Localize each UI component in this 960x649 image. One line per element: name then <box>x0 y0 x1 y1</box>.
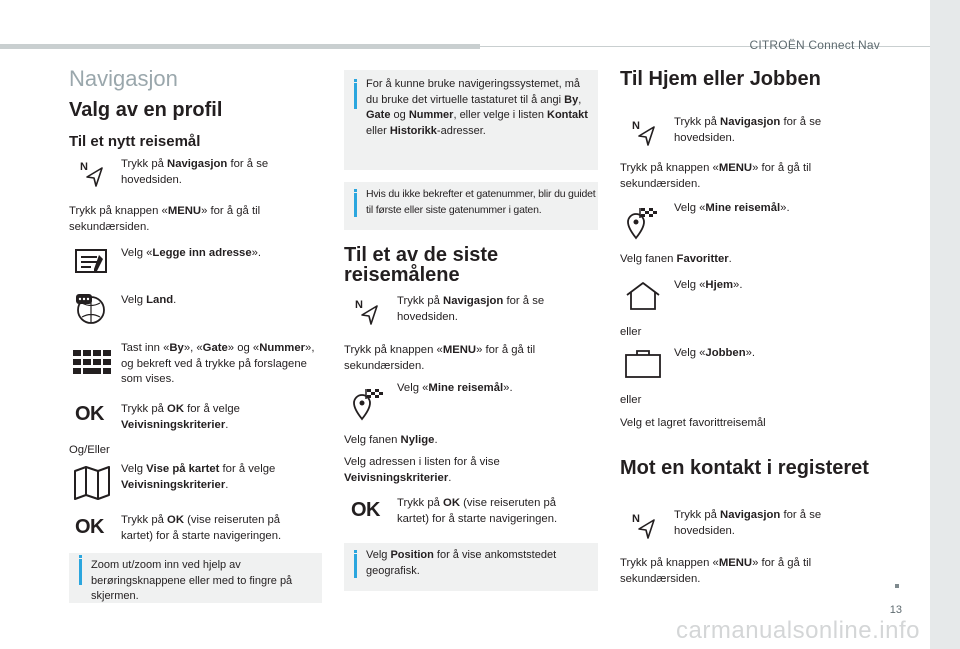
section-heading-home-work: Til Hjem eller Jobben <box>620 68 821 90</box>
svg-text:N: N <box>80 161 88 173</box>
step-text: Trykk på Navigasjon for å se hovedsiden. <box>674 116 822 144</box>
my-destinations-flag-icon <box>626 206 660 240</box>
navigation-icon <box>632 512 658 540</box>
navigation-icon <box>355 298 381 326</box>
step-text: Trykk på OK (vise reiseruten på kartet) for å starte navigeringen. <box>397 497 558 525</box>
step-text: Trykk på Navigasjon for å se hovedsiden. <box>674 509 822 537</box>
section-heading-profile: Valg av en profil <box>69 99 223 121</box>
step-text: Trykk på OK (vise reiseruten på kartet) for å starte navigeringen. <box>121 514 282 542</box>
note-text: Velg Position for å vise ankomststedet geografisk. <box>366 549 557 577</box>
note-text: For å kunne bruke navigeringssystemet, må du bruke det virtuelle tastaturet til å angi By, Gate og Nummer, eller velge i listen Kontakt eller Historikk-adresser. <box>366 78 588 137</box>
watermark: carmanualsonline.info <box>676 617 920 644</box>
step-text: Velg fanen Nylige. <box>344 434 438 446</box>
page-title: Navigasjon <box>69 66 178 91</box>
section-heading-contact: Mot en kontakt i registeret <box>620 457 869 479</box>
info-note <box>344 543 598 591</box>
page-dot <box>895 584 899 588</box>
subheading-new-destination: Til et nytt reisemål <box>69 133 201 150</box>
page-number: 13 <box>889 604 902 616</box>
work-briefcase-icon <box>624 349 662 379</box>
step-text: Trykk på knappen «MENU» for å gå til sekundærsiden. <box>620 162 812 190</box>
step-text: Trykk på knappen «MENU» for å gå til sekundærsiden. <box>620 557 812 585</box>
ok-button-icon: OK <box>75 403 104 425</box>
home-icon <box>624 281 662 311</box>
step-text: Trykk på knappen «MENU» for å gå til sekundærsiden. <box>344 344 536 372</box>
step-text: Trykk på knappen «MENU» for å gå til sekundærsiden. <box>69 205 261 233</box>
step-text: Velg «Mine reisemål». <box>397 382 513 394</box>
step-text: Trykk på Navigasjon for å se hovedsiden. <box>121 158 269 186</box>
step-text: Velg et lagret favorittreisemål <box>620 417 766 429</box>
svg-text:N: N <box>355 299 363 311</box>
ok-button-icon: OK <box>351 499 380 521</box>
step-text: Velg «Jobben». <box>674 347 756 359</box>
step-text: Velg «Legge inn adresse». <box>121 247 262 259</box>
my-destinations-flag-icon <box>352 387 386 421</box>
step-text: Velg «Hjem». <box>674 279 743 291</box>
step-text: Velg adressen i listen for å vise Veivisningskriterier. <box>344 456 500 484</box>
svg-text:N: N <box>632 120 640 132</box>
country-globe-icon <box>74 292 108 326</box>
info-note <box>344 182 598 230</box>
info-note <box>69 553 322 603</box>
or-text: Og/Eller <box>69 444 110 456</box>
header-brand: CITROËN Connect Nav <box>749 38 880 52</box>
or-text: eller <box>620 326 642 338</box>
navigation-icon <box>632 119 658 147</box>
ok-button-icon: OK <box>75 516 104 538</box>
header-rule <box>0 44 480 49</box>
step-text: Velg «Mine reisemål». <box>674 202 790 214</box>
info-note <box>344 70 598 170</box>
note-text: Hvis du ikke bekrefter et gatenummer, blir du guidet til første eller siste gatenummer i gaten. <box>366 188 596 216</box>
navigation-icon <box>80 160 106 188</box>
page-edge-strip <box>930 0 960 649</box>
section-heading-recent: Til et av de siste reisemålene <box>344 244 499 286</box>
keyboard-icon <box>73 350 111 374</box>
step-text: Trykk på Navigasjon for å se hovedsiden. <box>397 295 545 323</box>
step-text: Velg Land. <box>121 294 177 306</box>
svg-text:N: N <box>632 513 640 525</box>
map-icon <box>73 466 111 500</box>
step-text: Tast inn «By», «Gate» og «Nummer», og bekreft ved å trykke på forslagene som vises. <box>121 342 315 385</box>
step-text: Velg Vise på kartet for å velge Veivisningskriterier. <box>121 463 276 491</box>
note-text: Zoom ut/zoom inn ved hjelp av berøringsknappene eller med to fingre på skjermen. <box>91 559 293 602</box>
enter-address-icon <box>73 247 109 277</box>
or-text: eller <box>620 394 642 406</box>
step-text: Velg fanen Favoritter. <box>620 253 732 265</box>
step-text: Trykk på OK for å velge Veivisningskriterier. <box>121 403 240 431</box>
